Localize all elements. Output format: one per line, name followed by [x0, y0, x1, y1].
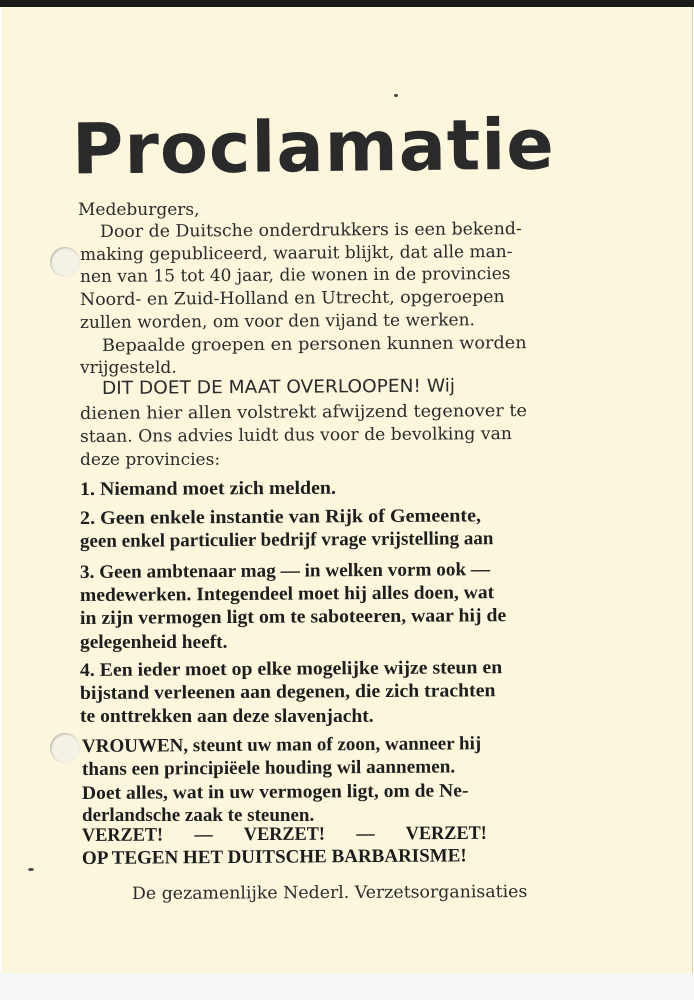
ink-speck	[28, 868, 34, 871]
paragraph-1-line: Noord- en Zuid-Holland en Utrecht, opgeroepen	[79, 287, 505, 310]
ink-speck	[394, 94, 398, 97]
scan-bottom-margin	[0, 973, 694, 1000]
paragraph-1-line: zullen worden, om voor den vijand te werken.	[79, 310, 475, 333]
paragraph-1-line: making gepubliceerd, waaruit blijkt, dat alle man-	[79, 241, 513, 265]
punch-hole-bottom	[50, 733, 80, 763]
point-3-line: medewerken. Integendeel moet hij alles doen, wat	[79, 582, 495, 606]
signature-line: De gezamenlijke Nederl. Verzetsorganisaties	[131, 881, 528, 904]
paragraph-3-line: deze provincies:	[80, 450, 221, 470]
point-3-line: gelegenheid heeft.	[80, 632, 228, 653]
resistance-call: OP TEGEN HET DUITSCHE BARBARISME!	[81, 845, 467, 869]
paragraph-2-line: Bepaalde groepen en personen kunnen worden	[101, 333, 527, 356]
paragraph-1-line: Door de Duitsche onderdrukkers is een bekend-	[99, 219, 522, 242]
salutation: Medeburgers,	[78, 200, 200, 220]
scan-top-border	[0, 0, 694, 7]
women-appeal-line: derlandsche zaak te steunen.	[82, 805, 315, 826]
paragraph-3-line: staan. Ons advies luidt dus voor de bevolking van	[79, 424, 512, 447]
women-appeal-line: VROUWEN, steunt uw man of zoon, wanneer hij	[81, 733, 482, 757]
proclamation-title: Proclamatie	[71, 103, 556, 191]
paragraph-1-line: nen van 15 tot 40 jaar, die wonen in de provincies	[79, 263, 511, 287]
point-2-line: 2. Geen enkele instantie van Rijk of Gemeente,	[79, 505, 482, 529]
paragraph-2-line: vrijgesteld.	[80, 358, 177, 378]
point-4-line: te onttrekken aan deze slavenjacht.	[80, 706, 374, 727]
point-2-line: geen enkel particulier bedrijf vrage vrijstelling aan	[79, 528, 494, 552]
point-3-line: 3. Geen ambtenaar mag — in welken vorm ook —	[79, 559, 491, 583]
point-3-line: in zijn vermogen ligt om te saboteeren, waar hij de	[79, 605, 507, 629]
punch-hole-top	[50, 247, 80, 277]
women-appeal-line: thans een principiëele houding wil aannemen.	[81, 756, 456, 780]
point-4-line: bijstand verleenen aan degenen, die zich trachten	[79, 680, 496, 704]
point-4-line: 4. Een ieder moet op elke mogelijke wijze steun en	[79, 657, 503, 681]
paragraph-3-line: dienen hier allen volstrekt afwijzend tegenover te	[79, 401, 528, 424]
resistance-call: VERZET! — VERZET! — VERZET!	[81, 822, 487, 846]
paragraph-3-line: DIT DOET DE MAAT OVERLOOPEN! Wij	[101, 375, 456, 399]
point-1: 1. Niemand moet zich melden.	[79, 477, 337, 500]
women-appeal-line: Doet alles, wat in uw vermogen ligt, om de Ne-	[81, 780, 469, 804]
